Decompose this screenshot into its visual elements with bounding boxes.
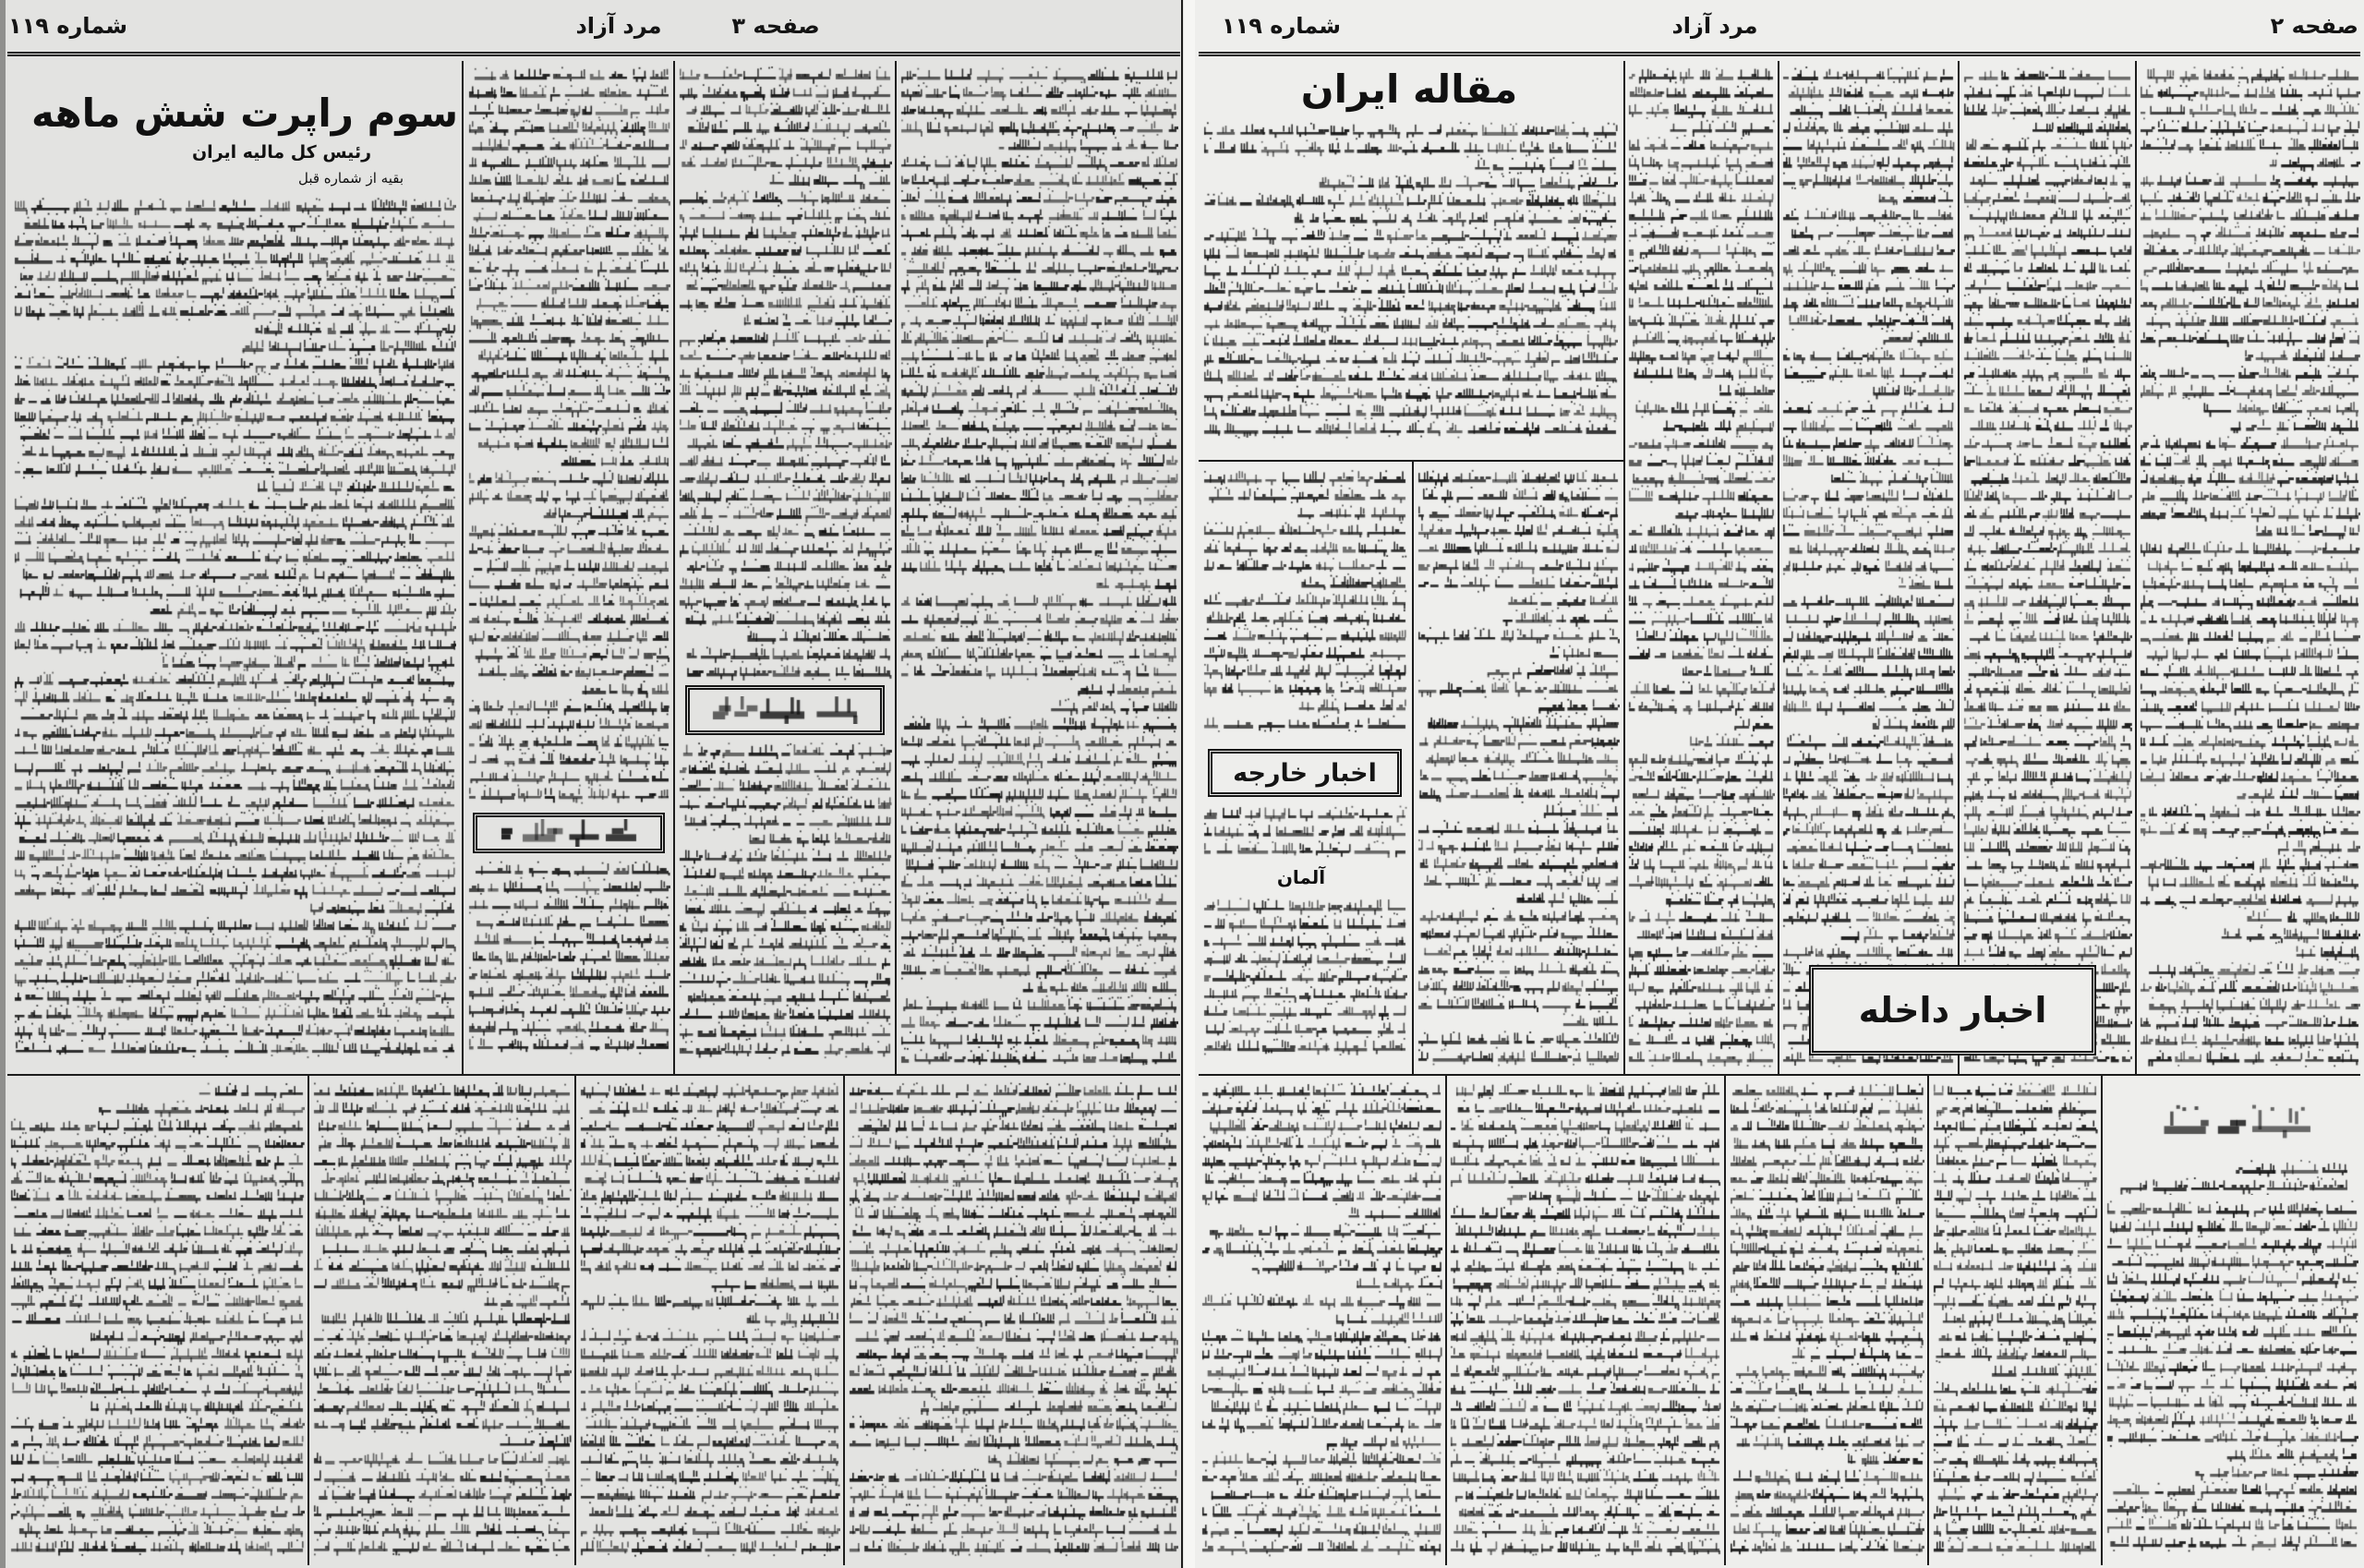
print-texture <box>1627 65 1775 1069</box>
column-text <box>579 1080 840 1561</box>
column-text <box>9 1080 305 1561</box>
page-fold-gap <box>1184 0 1195 1568</box>
column-rule <box>1927 1076 1929 1565</box>
print-texture <box>678 741 892 1069</box>
page-number: صفحه ۲ <box>2270 13 2358 39</box>
issue-number: شماره ۱۱۹ <box>8 13 127 39</box>
print-texture <box>1202 896 1407 1069</box>
serial-title-lettering <box>2155 1097 2312 1152</box>
column-rule <box>1623 61 1625 1074</box>
column-rule <box>673 61 675 1074</box>
column-text <box>1781 65 1955 1069</box>
column-text <box>848 1080 1178 1561</box>
print-texture <box>1202 803 1407 864</box>
column-text <box>1202 896 1407 1069</box>
serial-byline-text <box>2118 1158 2349 1195</box>
domestic-news-heading: اخبار داخله <box>1809 965 2096 1055</box>
print-texture <box>312 1080 572 1561</box>
column-text <box>1449 1080 1721 1561</box>
print-texture <box>848 1080 1178 1561</box>
print-texture <box>1202 467 1407 742</box>
print-texture <box>467 859 670 1069</box>
right-page <box>1195 0 2364 1568</box>
column-text <box>467 859 670 1069</box>
report-headline: سوم راپرت شش ماهه <box>31 90 458 136</box>
editorial-headline: مقاله ایران <box>1300 66 1518 112</box>
column-text <box>1202 467 1407 742</box>
column-rule <box>2101 1076 2103 1565</box>
print-texture <box>13 196 456 1069</box>
column-text <box>467 65 670 809</box>
print-texture <box>1417 467 1620 1069</box>
print-texture <box>2139 65 2360 1069</box>
column-rule <box>1445 1076 1447 1565</box>
masthead-title: مرد آزاد <box>575 13 662 39</box>
column-text <box>1962 65 2132 1069</box>
report-subtitle: رئیس کل مالیه ایران <box>191 142 372 163</box>
editorial-body-text <box>1202 120 1618 454</box>
print-texture <box>1729 1080 1924 1561</box>
print-texture <box>1202 120 1618 454</box>
section-heading-box <box>473 813 665 853</box>
fold-line <box>1181 0 1183 1568</box>
header-rule <box>7 52 1180 56</box>
column-rule <box>843 1076 845 1565</box>
column-rule <box>1724 1076 1726 1565</box>
masthead-title: مرد آزاد <box>1671 13 1758 39</box>
column-text <box>312 1080 572 1561</box>
section-heading-box <box>685 685 885 735</box>
report-body-text <box>13 196 456 1069</box>
foreign-news-heading: اخبار خارجه <box>1208 749 1402 797</box>
print-texture <box>899 65 1178 1069</box>
header-rule <box>1199 52 2360 56</box>
print-texture <box>2155 1097 2312 1152</box>
column-rule <box>2135 61 2137 1074</box>
issue-number: شماره ۱۱۹ <box>1222 13 1341 39</box>
column-rule <box>1958 61 1960 1074</box>
print-texture <box>1449 1080 1721 1561</box>
section-heading-lettering <box>500 819 638 847</box>
column-text <box>1627 65 1775 1069</box>
column-text <box>1729 1080 1924 1561</box>
scan-edge-shadow <box>0 0 6 1568</box>
column-rule <box>308 1076 309 1565</box>
column-text <box>678 741 892 1069</box>
column-text <box>1202 803 1407 864</box>
column-text <box>1200 1080 1442 1561</box>
column-text <box>678 65 892 681</box>
section-rule <box>1199 460 1623 462</box>
continued-note: بقیه از شماره قبل <box>297 170 404 187</box>
print-texture <box>1781 65 1955 1069</box>
column-text <box>1417 467 1620 1069</box>
column-rule <box>574 1076 576 1565</box>
page-number: صفحه ۳ <box>731 13 820 39</box>
print-texture <box>467 65 670 809</box>
column-text <box>1932 1080 2098 1561</box>
column-rule <box>895 61 897 1074</box>
section-heading-lettering <box>711 696 859 724</box>
print-texture <box>500 819 638 847</box>
section-rule <box>7 1074 1180 1076</box>
column-text <box>899 65 1178 1069</box>
column-text <box>2139 65 2360 1069</box>
print-texture <box>711 696 859 724</box>
column-rule <box>1778 61 1779 1074</box>
print-texture <box>9 1080 305 1561</box>
column-rule <box>1412 462 1414 1074</box>
print-texture <box>1200 1080 1442 1561</box>
print-texture <box>1932 1080 2098 1561</box>
print-texture <box>1962 65 2132 1069</box>
print-texture <box>2105 1199 2358 1561</box>
section-rule <box>1199 1074 2360 1076</box>
column-rule <box>462 61 464 1074</box>
country-subheading: آلمان <box>1276 866 1326 888</box>
print-texture <box>579 1080 840 1561</box>
print-texture <box>678 65 892 681</box>
column-text <box>2105 1199 2358 1561</box>
print-texture <box>2118 1158 2349 1195</box>
